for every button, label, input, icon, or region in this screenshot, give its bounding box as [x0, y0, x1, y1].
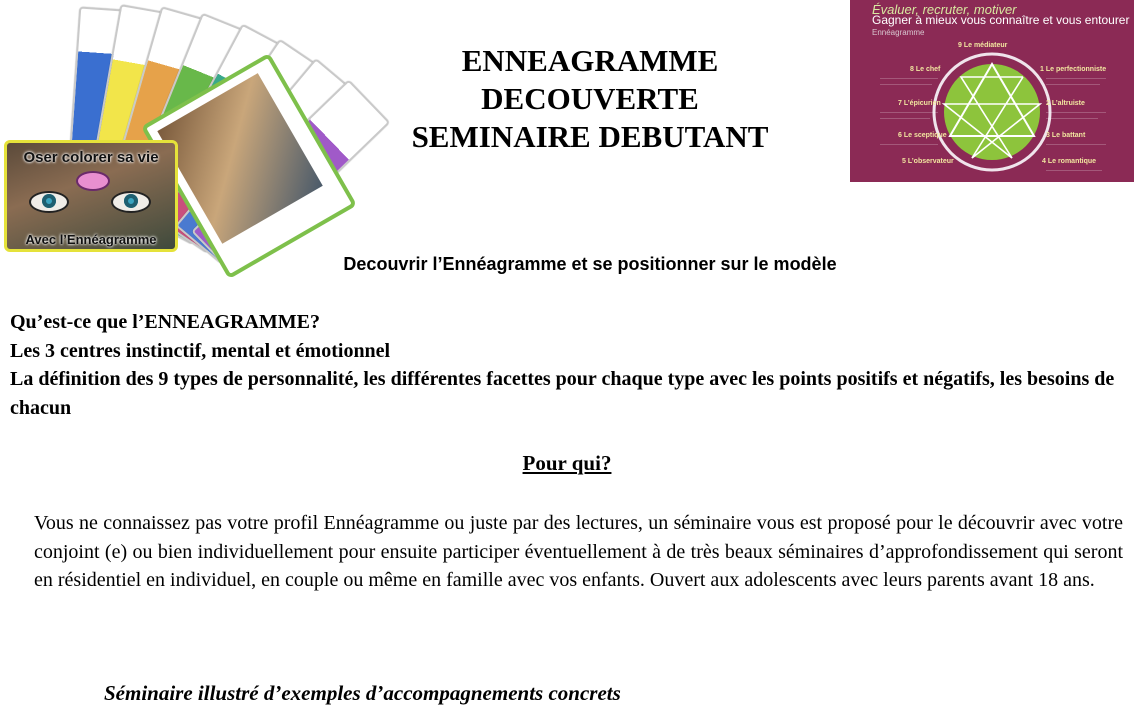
enneagram-diagram — [850, 0, 1134, 196]
poster-text-line — [1046, 170, 1102, 171]
poster-type-9: 9 Le médiateur — [958, 42, 1008, 49]
left-eye-icon — [29, 191, 69, 213]
title-line-2: DECOUVERTE — [481, 81, 699, 116]
poster-headline-2: Gagner à mieux vous connaître et vous entourer — [872, 13, 1130, 27]
cover-subtitle: Avec l’Ennéagramme — [25, 232, 157, 247]
poster-headline: Évaluer, recruter, motiver — [872, 2, 1017, 17]
third-eye-icon — [76, 171, 110, 191]
poster-text-line — [1046, 84, 1100, 85]
closing-line: Séminaire illustré d’exemples d’accompagnements concrets — [104, 681, 621, 705]
title-line-1: ENNEAGRAMME — [461, 43, 719, 78]
poster-type-4: 4 Le romantique — [1042, 158, 1097, 165]
poster-type-2: 2 L’altruiste — [1046, 100, 1085, 107]
right-eye-icon — [111, 191, 151, 213]
poster-text-line — [880, 112, 938, 113]
poster-text-line — [880, 118, 930, 119]
poster-type-1: 1 Le perfectionniste — [1040, 66, 1107, 73]
title-line-3: SEMINAIRE DEBUTANT — [411, 119, 769, 154]
poster-type-6: 6 Le sceptique — [898, 132, 947, 139]
poster-type-5: 5 L’observateur — [902, 158, 954, 165]
poster-type-8: 8 Le chef — [910, 66, 941, 73]
enneagram-cards-illustration — [0, 0, 330, 252]
poster-text-line — [1046, 144, 1106, 145]
enneagram-circle — [944, 64, 1040, 160]
section-heading-pour-qui: Pour qui? — [522, 451, 612, 475]
poster-type-7: 7 L’épicurien — [898, 100, 941, 107]
book-cover — [4, 140, 178, 252]
key-points — [10, 308, 1130, 422]
subtitle: Decouvrir l’Ennéagramme et se positionner sur le modèle — [343, 254, 837, 274]
poster-footer — [850, 182, 1134, 196]
poster-subhead: Ennéagramme — [872, 28, 925, 37]
enneagram-poster — [850, 0, 1134, 196]
page-title — [330, 42, 850, 156]
poster-text-line — [880, 84, 932, 85]
poster-text-line — [880, 78, 938, 79]
point-2: Les 3 centres instinctif, mental et émotionnel — [10, 339, 391, 362]
point-3: La définition des 9 types de personnalité, les différentes facettes pour chaque type avec les points positifs et négatifs, les besoins de chacun — [10, 368, 1115, 419]
description-paragraph: Vous ne connaissez pas votre profil Ennéagramme ou juste par des lectures, un séminaire vous est proposé pour le découvrir avec votre conjoint (e) ou bien individuellement pour ensuite participer éventuellement à de très beaux séminaires d’approfondissement qui seront en résidentiel en individuel, en couple ou même en famille avec vos enfants. Ouvert aux adolescents avec leurs parents avant 18 ans. — [34, 512, 1123, 591]
point-1: Qu’est-ce que l’ENNEAGRAMME? — [10, 311, 320, 333]
poster-type-3: 3 Le battant — [1046, 132, 1086, 139]
poster-text-line — [880, 144, 938, 145]
poster-text-line — [1046, 112, 1106, 113]
poster-text-line — [1046, 78, 1106, 79]
poster-text-line — [1046, 118, 1098, 119]
cover-title: Oser colorer sa vie — [23, 149, 159, 166]
